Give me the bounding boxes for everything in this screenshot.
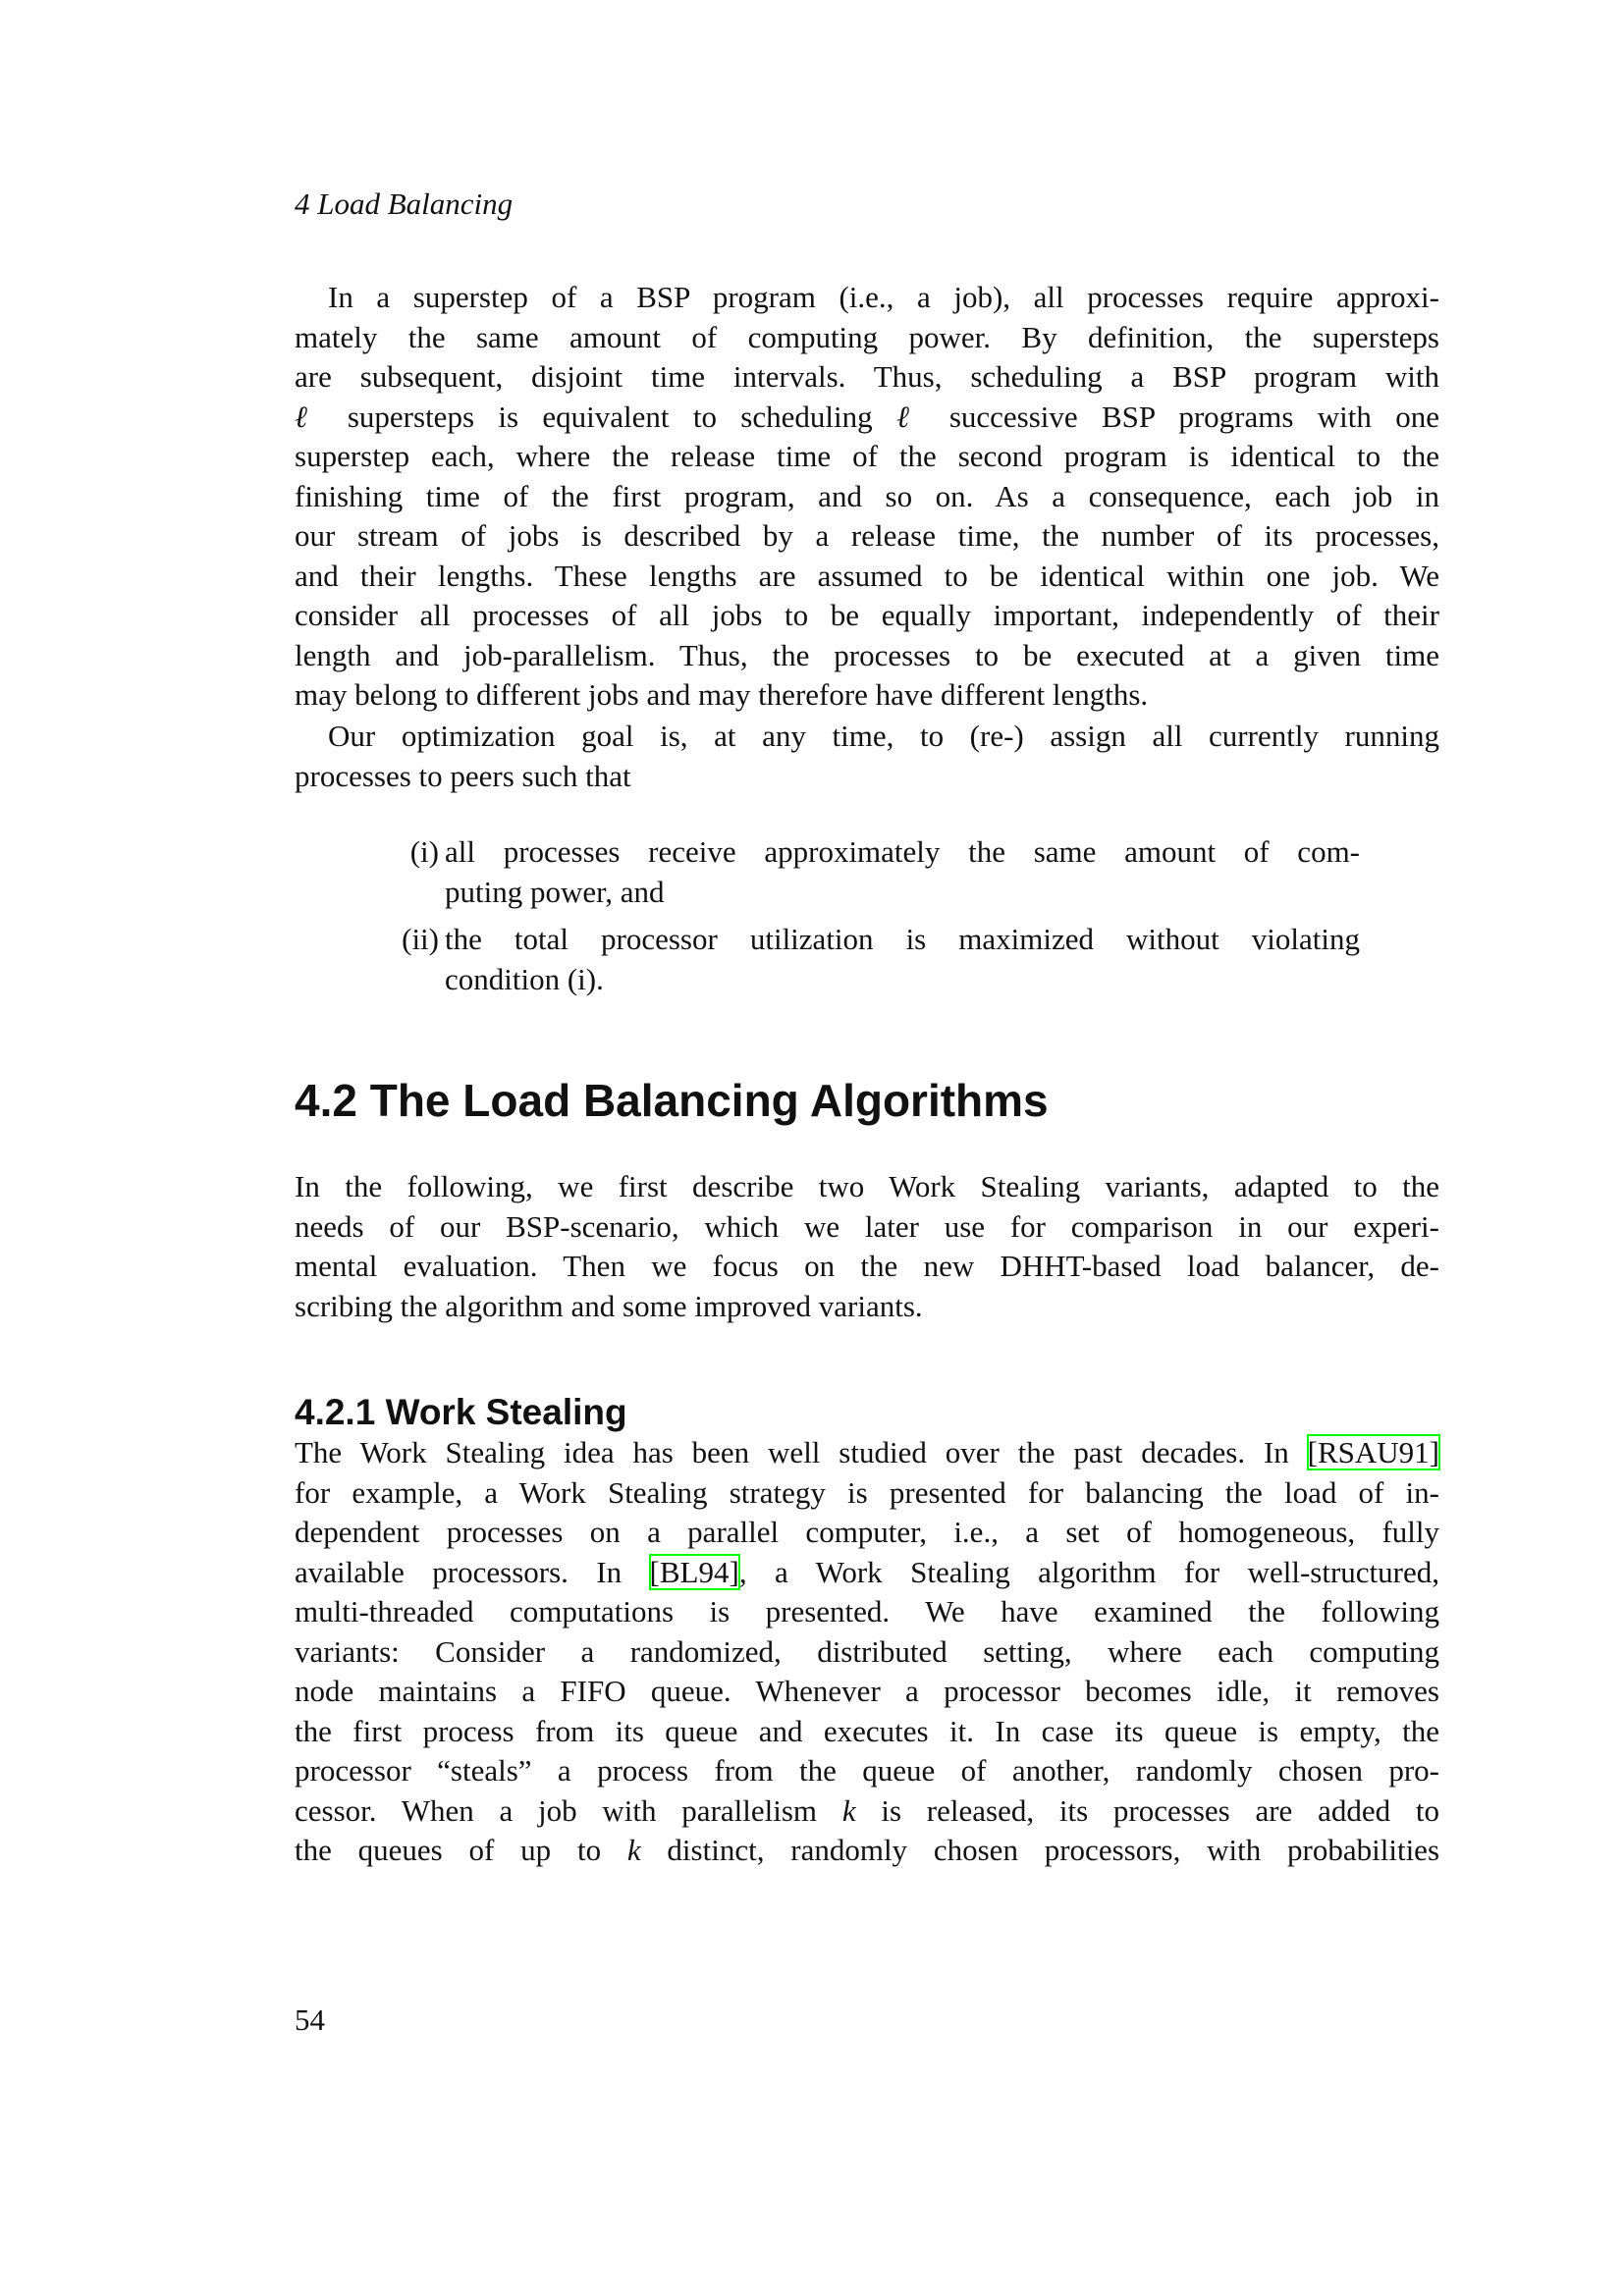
text-line: finishing time of the first program, and so on. As a consequence, each job in <box>295 478 1439 513</box>
running-header: 4 Load Balancing <box>295 187 514 221</box>
subsection-heading: 4.2.1 Work Stealing <box>295 1392 627 1432</box>
math-symbol: k <box>841 1792 856 1828</box>
paragraph-4 <box>295 1433 1439 1871</box>
text-line: puting power, and <box>445 874 665 909</box>
text-line: condition (i). <box>445 961 604 996</box>
math-symbol: ℓ <box>295 399 324 434</box>
text-line: variants: Consider a randomized, distributed setting, where each computing <box>295 1633 1439 1669</box>
text-line: processes to peers such that <box>295 758 631 793</box>
text-line: mately the same amount of computing power. By definition, the supersteps <box>295 319 1439 354</box>
text-line: Our optimization goal is, at any time, to (re-) assign all currently running <box>328 719 1439 753</box>
text-line: are subsequent, disjoint time intervals. Thus, scheduling a BSP program with <box>295 359 1439 394</box>
paragraph-3 <box>295 1167 1439 1326</box>
text-line: multi-threaded computations is presented. We have examined the following <box>295 1594 1439 1629</box>
list-item-label: (ii) <box>402 922 439 956</box>
text-span: distinct, randomly chosen processors, with probabilities <box>640 1833 1440 1867</box>
text-line <box>295 1831 1439 1871</box>
citation-link[interactable]: [BL94] <box>649 1554 739 1589</box>
text-span: the queues of up to <box>295 1833 627 1867</box>
text-line: scribing the algorithm and some improved variants. <box>295 1288 923 1323</box>
text-line: the total processor utilization is maximized without violating <box>445 922 1360 956</box>
list-item <box>388 920 1360 999</box>
math-symbol: k <box>626 1833 641 1867</box>
math-symbol: ℓ <box>895 399 926 434</box>
paragraph-1 <box>295 278 1439 716</box>
text-line: all processes receive approximately the same amount of com- <box>445 834 1360 869</box>
text-line: and their lengths. These lengths are assumed to be identical within one job. We <box>295 558 1439 593</box>
text-line <box>295 1791 1439 1832</box>
text-span: , a Work Stealing algorithm for well-structured, <box>738 1554 1439 1589</box>
text-line: dependent processes on a parallel computer, i.e., a set of homogeneous, fully <box>295 1515 1439 1549</box>
text-line: In the following, we first describe two Work Stealing variants, adapted to the <box>295 1169 1439 1203</box>
page-number: 54 <box>295 2002 325 2037</box>
condition-list <box>388 832 1360 999</box>
text-line: needs of our BSP-scenario, which we later use for comparison in our experi- <box>295 1208 1439 1244</box>
text-span: supersteps is equivalent to scheduling <box>323 399 896 434</box>
text-line: consider all processes of all jobs to be equally important, independently of their <box>295 598 1439 632</box>
text-line: length and job-parallelism. Thus, the processes to be executed at a given time <box>295 637 1439 672</box>
text-span: successive BSP programs with one <box>925 399 1439 434</box>
text-line: the first process from its queue and executes it. In case its queue is empty, the <box>295 1713 1439 1748</box>
text-line <box>295 1433 1439 1473</box>
text-line <box>295 398 1439 438</box>
citation-link[interactable]: [RSAU91] <box>1307 1435 1439 1469</box>
text-span: The Work Stealing idea has been well studied over the past decades. In <box>295 1435 1308 1469</box>
section-heading: 4.2 The Load Balancing Algorithms <box>295 1075 1049 1126</box>
text-line: node maintains a FIFO queue. Whenever a processor becomes idle, it removes <box>295 1674 1439 1708</box>
text-line: superstep each, where the release time of the second program is identical to the <box>295 439 1439 473</box>
text-line: our stream of jobs is described by a release time, the number of its processes, <box>295 518 1439 553</box>
text-line <box>295 1553 1439 1593</box>
text-line: mental evaluation. Then we focus on the new DHHT-based load balancer, de- <box>295 1249 1439 1283</box>
text-span: available processors. In <box>295 1554 650 1589</box>
paragraph-2 <box>295 717 1439 796</box>
list-item <box>388 832 1360 912</box>
text-span: cessor. When a job with parallelism <box>295 1792 842 1828</box>
list-item-label: (i) <box>409 834 439 869</box>
text-span: is released, its processes are added to <box>855 1792 1439 1828</box>
text-line: for example, a Work Stealing strategy is presented for balancing the load of in- <box>295 1474 1439 1510</box>
text-line: may belong to different jobs and may therefore have different lengths. <box>295 677 1149 712</box>
text-line: processor “steals” a process from the queue of another, randomly chosen pro- <box>295 1753 1439 1788</box>
text-line: In a superstep of a BSP program (i.e., a job), all processes require approxi- <box>328 280 1439 314</box>
